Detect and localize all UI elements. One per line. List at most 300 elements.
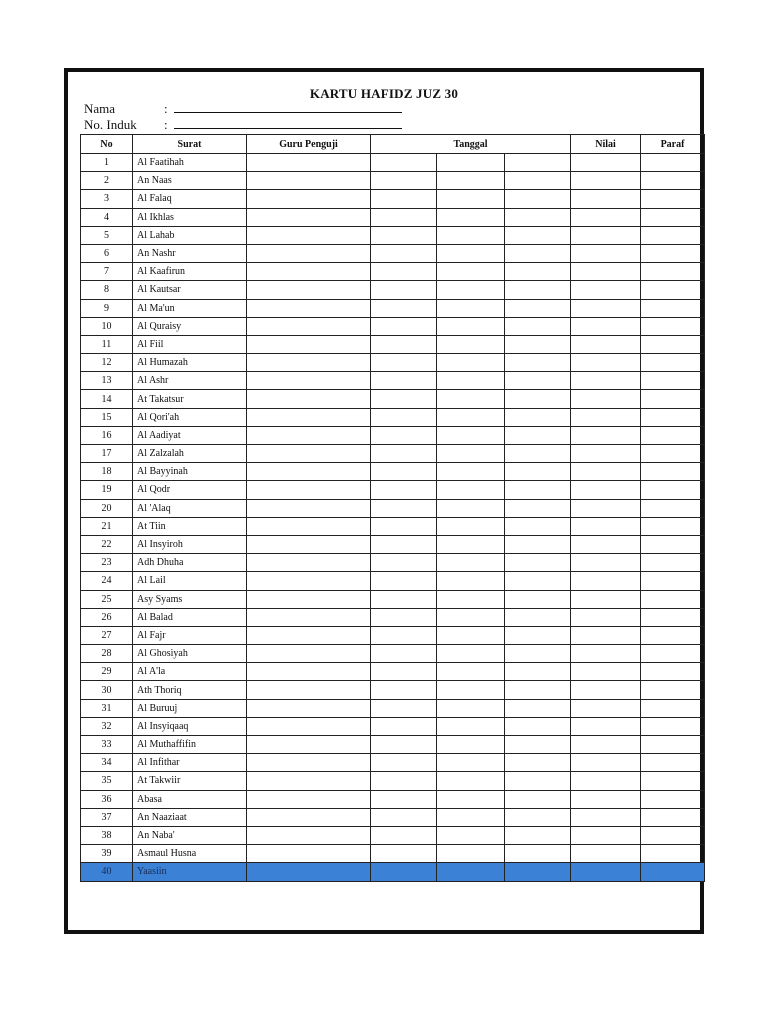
row-guru-penguji-cell[interactable] bbox=[247, 772, 371, 790]
row-paraf-cell[interactable] bbox=[641, 299, 705, 317]
row-surat: At Tiin bbox=[133, 517, 247, 535]
row-surat: Ath Thoriq bbox=[133, 681, 247, 699]
row-tanggal-cell-1[interactable] bbox=[371, 554, 437, 572]
row-guru-penguji-cell[interactable] bbox=[247, 226, 371, 244]
row-tanggal-cell-2[interactable] bbox=[437, 499, 505, 517]
row-guru-penguji-cell[interactable] bbox=[247, 263, 371, 281]
row-paraf-cell[interactable] bbox=[641, 845, 705, 863]
row-tanggal-cell-3[interactable] bbox=[505, 281, 571, 299]
row-guru-penguji-cell[interactable] bbox=[247, 208, 371, 226]
row-number: 35 bbox=[81, 772, 133, 790]
row-tanggal-cell-1[interactable] bbox=[371, 172, 437, 190]
row-tanggal-cell-1[interactable] bbox=[371, 426, 437, 444]
row-tanggal-cell-1[interactable] bbox=[371, 717, 437, 735]
row-tanggal-cell-3[interactable] bbox=[505, 663, 571, 681]
row-nilai-cell[interactable] bbox=[571, 772, 641, 790]
row-guru-penguji-cell[interactable] bbox=[247, 736, 371, 754]
row-paraf-cell[interactable] bbox=[641, 244, 705, 262]
table-body bbox=[81, 154, 705, 882]
row-nilai-cell[interactable] bbox=[571, 208, 641, 226]
table-row bbox=[81, 754, 705, 772]
row-nilai-cell[interactable] bbox=[571, 190, 641, 208]
row-number: 38 bbox=[81, 826, 133, 844]
table-row bbox=[81, 590, 705, 608]
row-tanggal-cell-1[interactable] bbox=[371, 208, 437, 226]
row-tanggal-cell-1[interactable] bbox=[371, 681, 437, 699]
row-surat: Al Fiil bbox=[133, 335, 247, 353]
row-number: 34 bbox=[81, 754, 133, 772]
row-tanggal-cell-3[interactable] bbox=[505, 808, 571, 826]
row-tanggal-cell-1[interactable] bbox=[371, 281, 437, 299]
row-nilai-cell[interactable] bbox=[571, 645, 641, 663]
nama-label: Nama bbox=[84, 101, 116, 116]
row-paraf-cell[interactable] bbox=[641, 590, 705, 608]
row-guru-penguji-cell[interactable] bbox=[247, 608, 371, 626]
row-tanggal-cell-3[interactable] bbox=[505, 572, 571, 590]
row-surat: Asmaul Husna bbox=[133, 845, 247, 863]
row-surat: Al Balad bbox=[133, 608, 247, 626]
row-tanggal-cell-1[interactable] bbox=[371, 736, 437, 754]
row-tanggal-cell-1[interactable] bbox=[371, 263, 437, 281]
row-nilai-cell[interactable] bbox=[571, 608, 641, 626]
row-surat: Al Zalzalah bbox=[133, 445, 247, 463]
row-guru-penguji-cell[interactable] bbox=[247, 590, 371, 608]
row-tanggal-cell-1[interactable] bbox=[371, 481, 437, 499]
row-guru-penguji-cell[interactable] bbox=[247, 826, 371, 844]
row-nilai-cell[interactable] bbox=[571, 445, 641, 463]
row-nilai-cell[interactable] bbox=[571, 626, 641, 644]
row-nilai-cell[interactable] bbox=[571, 408, 641, 426]
row-tanggal-cell-2[interactable] bbox=[437, 717, 505, 735]
row-nilai-cell[interactable] bbox=[571, 426, 641, 444]
row-paraf-cell[interactable] bbox=[641, 626, 705, 644]
row-nilai-cell[interactable] bbox=[571, 481, 641, 499]
row-number: 37 bbox=[81, 808, 133, 826]
row-number: 2 bbox=[81, 172, 133, 190]
row-tanggal-cell-1[interactable] bbox=[371, 645, 437, 663]
row-tanggal-cell-2[interactable] bbox=[437, 390, 505, 408]
row-paraf-cell[interactable] bbox=[641, 699, 705, 717]
row-nilai-cell[interactable] bbox=[571, 154, 641, 172]
row-tanggal-cell-3[interactable] bbox=[505, 426, 571, 444]
row-guru-penguji-cell[interactable] bbox=[247, 445, 371, 463]
row-surat: Asy Syams bbox=[133, 590, 247, 608]
row-tanggal-cell-1[interactable] bbox=[371, 572, 437, 590]
row-tanggal-cell-2[interactable] bbox=[437, 826, 505, 844]
row-tanggal-cell-2[interactable] bbox=[437, 845, 505, 863]
row-guru-penguji-cell[interactable] bbox=[247, 663, 371, 681]
row-paraf-cell[interactable] bbox=[641, 772, 705, 790]
row-tanggal-cell-2[interactable] bbox=[437, 772, 505, 790]
row-tanggal-cell-1[interactable] bbox=[371, 826, 437, 844]
row-tanggal-cell-2[interactable] bbox=[437, 172, 505, 190]
row-tanggal-cell-2[interactable] bbox=[437, 736, 505, 754]
row-tanggal-cell-3[interactable] bbox=[505, 499, 571, 517]
row-nilai-cell[interactable] bbox=[571, 463, 641, 481]
row-tanggal-cell-1[interactable] bbox=[371, 808, 437, 826]
row-tanggal-cell-1[interactable] bbox=[371, 299, 437, 317]
row-nilai-cell[interactable] bbox=[571, 790, 641, 808]
row-guru-penguji-cell[interactable] bbox=[247, 481, 371, 499]
row-paraf-cell[interactable] bbox=[641, 826, 705, 844]
row-tanggal-cell-2[interactable] bbox=[437, 244, 505, 262]
row-tanggal-cell-3[interactable] bbox=[505, 208, 571, 226]
row-nilai-cell[interactable] bbox=[571, 244, 641, 262]
row-surat: Al Aadiyat bbox=[133, 426, 247, 444]
table-row bbox=[81, 554, 705, 572]
row-paraf-cell[interactable] bbox=[641, 481, 705, 499]
table-row bbox=[81, 717, 705, 735]
row-tanggal-cell-2[interactable] bbox=[437, 754, 505, 772]
row-tanggal-cell-2[interactable] bbox=[437, 445, 505, 463]
row-number: 5 bbox=[81, 226, 133, 244]
induk-colon: : bbox=[164, 117, 168, 132]
row-tanggal-cell-3[interactable] bbox=[505, 390, 571, 408]
row-paraf-cell[interactable] bbox=[641, 681, 705, 699]
nama-colon: : bbox=[164, 101, 168, 116]
row-tanggal-cell-2[interactable] bbox=[437, 263, 505, 281]
row-guru-penguji-cell[interactable] bbox=[247, 572, 371, 590]
row-tanggal-cell-2[interactable] bbox=[437, 481, 505, 499]
row-guru-penguji-cell[interactable] bbox=[247, 354, 371, 372]
row-number: 31 bbox=[81, 699, 133, 717]
row-paraf-cell[interactable] bbox=[641, 154, 705, 172]
row-surat: Al Falaq bbox=[133, 190, 247, 208]
row-nilai-cell[interactable] bbox=[571, 808, 641, 826]
row-nilai-cell[interactable] bbox=[571, 281, 641, 299]
row-nilai-cell[interactable] bbox=[571, 372, 641, 390]
row-guru-penguji-cell[interactable] bbox=[247, 681, 371, 699]
table-row bbox=[81, 154, 705, 172]
table-row bbox=[81, 790, 705, 808]
induk-input-line[interactable] bbox=[174, 118, 402, 129]
table-row bbox=[81, 535, 705, 553]
row-tanggal-cell-3[interactable] bbox=[505, 154, 571, 172]
row-surat: Al Infithar bbox=[133, 754, 247, 772]
table-row bbox=[81, 335, 705, 353]
row-tanggal-cell-3[interactable] bbox=[505, 790, 571, 808]
row-surat: Al Qori'ah bbox=[133, 408, 247, 426]
row-tanggal-cell-2[interactable] bbox=[437, 281, 505, 299]
row-tanggal-cell-2[interactable] bbox=[437, 790, 505, 808]
row-paraf-cell[interactable] bbox=[641, 517, 705, 535]
row-number: 30 bbox=[81, 681, 133, 699]
row-tanggal-cell-2[interactable] bbox=[437, 354, 505, 372]
row-tanggal-cell-3[interactable] bbox=[505, 372, 571, 390]
row-paraf-cell[interactable] bbox=[641, 190, 705, 208]
row-tanggal-cell-3[interactable] bbox=[505, 317, 571, 335]
row-guru-penguji-cell[interactable] bbox=[247, 863, 371, 881]
table-row bbox=[81, 408, 705, 426]
row-paraf-cell[interactable] bbox=[641, 535, 705, 553]
row-surat: Al Ashr bbox=[133, 372, 247, 390]
row-guru-penguji-cell[interactable] bbox=[247, 554, 371, 572]
row-nilai-cell[interactable] bbox=[571, 681, 641, 699]
row-tanggal-cell-2[interactable] bbox=[437, 608, 505, 626]
row-nilai-cell[interactable] bbox=[571, 572, 641, 590]
row-paraf-cell[interactable] bbox=[641, 808, 705, 826]
row-guru-penguji-cell[interactable] bbox=[247, 845, 371, 863]
induk-field bbox=[84, 118, 402, 132]
row-guru-penguji-cell[interactable] bbox=[247, 645, 371, 663]
row-nilai-cell[interactable] bbox=[571, 317, 641, 335]
row-guru-penguji-cell[interactable] bbox=[247, 244, 371, 262]
row-guru-penguji-cell[interactable] bbox=[247, 408, 371, 426]
row-tanggal-cell-2[interactable] bbox=[437, 190, 505, 208]
row-paraf-cell[interactable] bbox=[641, 226, 705, 244]
row-nilai-cell[interactable] bbox=[571, 354, 641, 372]
row-tanggal-cell-2[interactable] bbox=[437, 590, 505, 608]
row-paraf-cell[interactable] bbox=[641, 863, 705, 881]
row-tanggal-cell-3[interactable] bbox=[505, 754, 571, 772]
row-tanggal-cell-1[interactable] bbox=[371, 408, 437, 426]
row-paraf-cell[interactable] bbox=[641, 663, 705, 681]
row-tanggal-cell-1[interactable] bbox=[371, 699, 437, 717]
row-tanggal-cell-3[interactable] bbox=[505, 845, 571, 863]
row-tanggal-cell-1[interactable] bbox=[371, 845, 437, 863]
row-guru-penguji-cell[interactable] bbox=[247, 699, 371, 717]
row-paraf-cell[interactable] bbox=[641, 390, 705, 408]
row-tanggal-cell-2[interactable] bbox=[437, 408, 505, 426]
row-tanggal-cell-2[interactable] bbox=[437, 681, 505, 699]
row-tanggal-cell-3[interactable] bbox=[505, 190, 571, 208]
row-tanggal-cell-3[interactable] bbox=[505, 481, 571, 499]
table-row bbox=[81, 826, 705, 844]
table-row bbox=[81, 608, 705, 626]
row-tanggal-cell-3[interactable] bbox=[505, 699, 571, 717]
row-paraf-cell[interactable] bbox=[641, 408, 705, 426]
table-row bbox=[81, 645, 705, 663]
row-paraf-cell[interactable] bbox=[641, 463, 705, 481]
row-tanggal-cell-2[interactable] bbox=[437, 463, 505, 481]
row-tanggal-cell-3[interactable] bbox=[505, 736, 571, 754]
row-tanggal-cell-3[interactable] bbox=[505, 863, 571, 881]
row-number: 8 bbox=[81, 281, 133, 299]
row-tanggal-cell-1[interactable] bbox=[371, 499, 437, 517]
header-surat: Surat bbox=[133, 135, 247, 154]
row-nilai-cell[interactable] bbox=[571, 845, 641, 863]
row-tanggal-cell-3[interactable] bbox=[505, 626, 571, 644]
row-tanggal-cell-3[interactable] bbox=[505, 645, 571, 663]
row-nilai-cell[interactable] bbox=[571, 590, 641, 608]
row-guru-penguji-cell[interactable] bbox=[247, 463, 371, 481]
row-surat: Abasa bbox=[133, 790, 247, 808]
row-paraf-cell[interactable] bbox=[641, 172, 705, 190]
row-tanggal-cell-1[interactable] bbox=[371, 445, 437, 463]
row-tanggal-cell-2[interactable] bbox=[437, 154, 505, 172]
row-guru-penguji-cell[interactable] bbox=[247, 499, 371, 517]
row-guru-penguji-cell[interactable] bbox=[247, 754, 371, 772]
row-tanggal-cell-3[interactable] bbox=[505, 463, 571, 481]
row-tanggal-cell-3[interactable] bbox=[505, 244, 571, 262]
row-tanggal-cell-2[interactable] bbox=[437, 808, 505, 826]
row-tanggal-cell-2[interactable] bbox=[437, 335, 505, 353]
row-guru-penguji-cell[interactable] bbox=[247, 154, 371, 172]
row-tanggal-cell-3[interactable] bbox=[505, 554, 571, 572]
row-guru-penguji-cell[interactable] bbox=[247, 808, 371, 826]
row-paraf-cell[interactable] bbox=[641, 372, 705, 390]
row-tanggal-cell-3[interactable] bbox=[505, 299, 571, 317]
header-no: No bbox=[81, 135, 133, 154]
row-tanggal-cell-3[interactable] bbox=[505, 226, 571, 244]
row-paraf-cell[interactable] bbox=[641, 790, 705, 808]
row-nilai-cell[interactable] bbox=[571, 863, 641, 881]
row-tanggal-cell-1[interactable] bbox=[371, 590, 437, 608]
table-row bbox=[81, 772, 705, 790]
row-tanggal-cell-1[interactable] bbox=[371, 663, 437, 681]
row-guru-penguji-cell[interactable] bbox=[247, 372, 371, 390]
row-guru-penguji-cell[interactable] bbox=[247, 426, 371, 444]
row-nilai-cell[interactable] bbox=[571, 172, 641, 190]
row-tanggal-cell-3[interactable] bbox=[505, 535, 571, 553]
row-nilai-cell[interactable] bbox=[571, 226, 641, 244]
row-guru-penguji-cell[interactable] bbox=[247, 535, 371, 553]
row-tanggal-cell-1[interactable] bbox=[371, 754, 437, 772]
row-tanggal-cell-2[interactable] bbox=[437, 572, 505, 590]
row-tanggal-cell-1[interactable] bbox=[371, 190, 437, 208]
row-number: 16 bbox=[81, 426, 133, 444]
row-tanggal-cell-3[interactable] bbox=[505, 354, 571, 372]
row-tanggal-cell-2[interactable] bbox=[437, 317, 505, 335]
row-tanggal-cell-3[interactable] bbox=[505, 590, 571, 608]
nama-input-line[interactable] bbox=[174, 102, 402, 113]
row-tanggal-cell-2[interactable] bbox=[437, 645, 505, 663]
row-tanggal-cell-2[interactable] bbox=[437, 863, 505, 881]
row-tanggal-cell-1[interactable] bbox=[371, 154, 437, 172]
table-row bbox=[81, 281, 705, 299]
row-nilai-cell[interactable] bbox=[571, 335, 641, 353]
table-row bbox=[81, 226, 705, 244]
row-tanggal-cell-2[interactable] bbox=[437, 226, 505, 244]
row-tanggal-cell-1[interactable] bbox=[371, 863, 437, 881]
row-guru-penguji-cell[interactable] bbox=[247, 335, 371, 353]
row-tanggal-cell-1[interactable] bbox=[371, 226, 437, 244]
row-tanggal-cell-3[interactable] bbox=[505, 826, 571, 844]
row-number: 28 bbox=[81, 645, 133, 663]
nama-field bbox=[84, 102, 402, 116]
row-number: 39 bbox=[81, 845, 133, 863]
row-tanggal-cell-1[interactable] bbox=[371, 463, 437, 481]
row-surat: At Takatsur bbox=[133, 390, 247, 408]
row-tanggal-cell-1[interactable] bbox=[371, 335, 437, 353]
row-tanggal-cell-1[interactable] bbox=[371, 372, 437, 390]
row-tanggal-cell-1[interactable] bbox=[371, 390, 437, 408]
row-tanggal-cell-2[interactable] bbox=[437, 372, 505, 390]
row-tanggal-cell-2[interactable] bbox=[437, 208, 505, 226]
row-guru-penguji-cell[interactable] bbox=[247, 317, 371, 335]
row-tanggal-cell-2[interactable] bbox=[437, 626, 505, 644]
row-tanggal-cell-1[interactable] bbox=[371, 517, 437, 535]
row-paraf-cell[interactable] bbox=[641, 354, 705, 372]
row-guru-penguji-cell[interactable] bbox=[247, 517, 371, 535]
row-nilai-cell[interactable] bbox=[571, 736, 641, 754]
row-paraf-cell[interactable] bbox=[641, 281, 705, 299]
row-guru-penguji-cell[interactable] bbox=[247, 626, 371, 644]
row-nilai-cell[interactable] bbox=[571, 517, 641, 535]
row-tanggal-cell-3[interactable] bbox=[505, 335, 571, 353]
row-paraf-cell[interactable] bbox=[641, 608, 705, 626]
table-row bbox=[81, 572, 705, 590]
row-tanggal-cell-3[interactable] bbox=[505, 263, 571, 281]
row-paraf-cell[interactable] bbox=[641, 335, 705, 353]
row-tanggal-cell-3[interactable] bbox=[505, 681, 571, 699]
row-tanggal-cell-1[interactable] bbox=[371, 626, 437, 644]
row-paraf-cell[interactable] bbox=[641, 717, 705, 735]
row-nilai-cell[interactable] bbox=[571, 535, 641, 553]
row-tanggal-cell-3[interactable] bbox=[505, 408, 571, 426]
row-tanggal-cell-3[interactable] bbox=[505, 445, 571, 463]
row-nilai-cell[interactable] bbox=[571, 263, 641, 281]
row-paraf-cell[interactable] bbox=[641, 426, 705, 444]
row-paraf-cell[interactable] bbox=[641, 445, 705, 463]
row-paraf-cell[interactable] bbox=[641, 554, 705, 572]
row-tanggal-cell-3[interactable] bbox=[505, 608, 571, 626]
row-tanggal-cell-1[interactable] bbox=[371, 244, 437, 262]
row-number: 4 bbox=[81, 208, 133, 226]
row-nilai-cell[interactable] bbox=[571, 299, 641, 317]
row-paraf-cell[interactable] bbox=[641, 645, 705, 663]
row-guru-penguji-cell[interactable] bbox=[247, 190, 371, 208]
row-tanggal-cell-2[interactable] bbox=[437, 699, 505, 717]
row-paraf-cell[interactable] bbox=[641, 754, 705, 772]
row-surat: Yaasiin bbox=[133, 863, 247, 881]
row-nilai-cell[interactable] bbox=[571, 554, 641, 572]
row-tanggal-cell-1[interactable] bbox=[371, 790, 437, 808]
row-guru-penguji-cell[interactable] bbox=[247, 790, 371, 808]
row-nilai-cell[interactable] bbox=[571, 699, 641, 717]
row-tanggal-cell-2[interactable] bbox=[437, 535, 505, 553]
table-row bbox=[81, 208, 705, 226]
row-tanggal-cell-3[interactable] bbox=[505, 717, 571, 735]
row-guru-penguji-cell[interactable] bbox=[247, 717, 371, 735]
row-nilai-cell[interactable] bbox=[571, 717, 641, 735]
row-guru-penguji-cell[interactable] bbox=[247, 172, 371, 190]
row-guru-penguji-cell[interactable] bbox=[247, 281, 371, 299]
table-row bbox=[81, 681, 705, 699]
row-tanggal-cell-1[interactable] bbox=[371, 317, 437, 335]
row-tanggal-cell-2[interactable] bbox=[437, 517, 505, 535]
row-tanggal-cell-1[interactable] bbox=[371, 772, 437, 790]
row-guru-penguji-cell[interactable] bbox=[247, 299, 371, 317]
row-tanggal-cell-2[interactable] bbox=[437, 663, 505, 681]
row-paraf-cell[interactable] bbox=[641, 572, 705, 590]
row-paraf-cell[interactable] bbox=[641, 317, 705, 335]
row-nilai-cell[interactable] bbox=[571, 663, 641, 681]
row-nilai-cell[interactable] bbox=[571, 390, 641, 408]
row-paraf-cell[interactable] bbox=[641, 736, 705, 754]
row-surat: An Naba' bbox=[133, 826, 247, 844]
row-tanggal-cell-3[interactable] bbox=[505, 172, 571, 190]
row-nilai-cell[interactable] bbox=[571, 826, 641, 844]
row-tanggal-cell-2[interactable] bbox=[437, 299, 505, 317]
row-tanggal-cell-3[interactable] bbox=[505, 772, 571, 790]
row-paraf-cell[interactable] bbox=[641, 208, 705, 226]
row-tanggal-cell-1[interactable] bbox=[371, 354, 437, 372]
row-tanggal-cell-3[interactable] bbox=[505, 517, 571, 535]
header-tanggal: Tanggal bbox=[371, 135, 571, 154]
row-surat: At Takwiir bbox=[133, 772, 247, 790]
row-paraf-cell[interactable] bbox=[641, 263, 705, 281]
row-nilai-cell[interactable] bbox=[571, 754, 641, 772]
row-surat: Al A'la bbox=[133, 663, 247, 681]
row-nilai-cell[interactable] bbox=[571, 499, 641, 517]
row-tanggal-cell-1[interactable] bbox=[371, 535, 437, 553]
row-paraf-cell[interactable] bbox=[641, 499, 705, 517]
row-tanggal-cell-2[interactable] bbox=[437, 554, 505, 572]
row-tanggal-cell-1[interactable] bbox=[371, 608, 437, 626]
row-tanggal-cell-2[interactable] bbox=[437, 426, 505, 444]
row-guru-penguji-cell[interactable] bbox=[247, 390, 371, 408]
